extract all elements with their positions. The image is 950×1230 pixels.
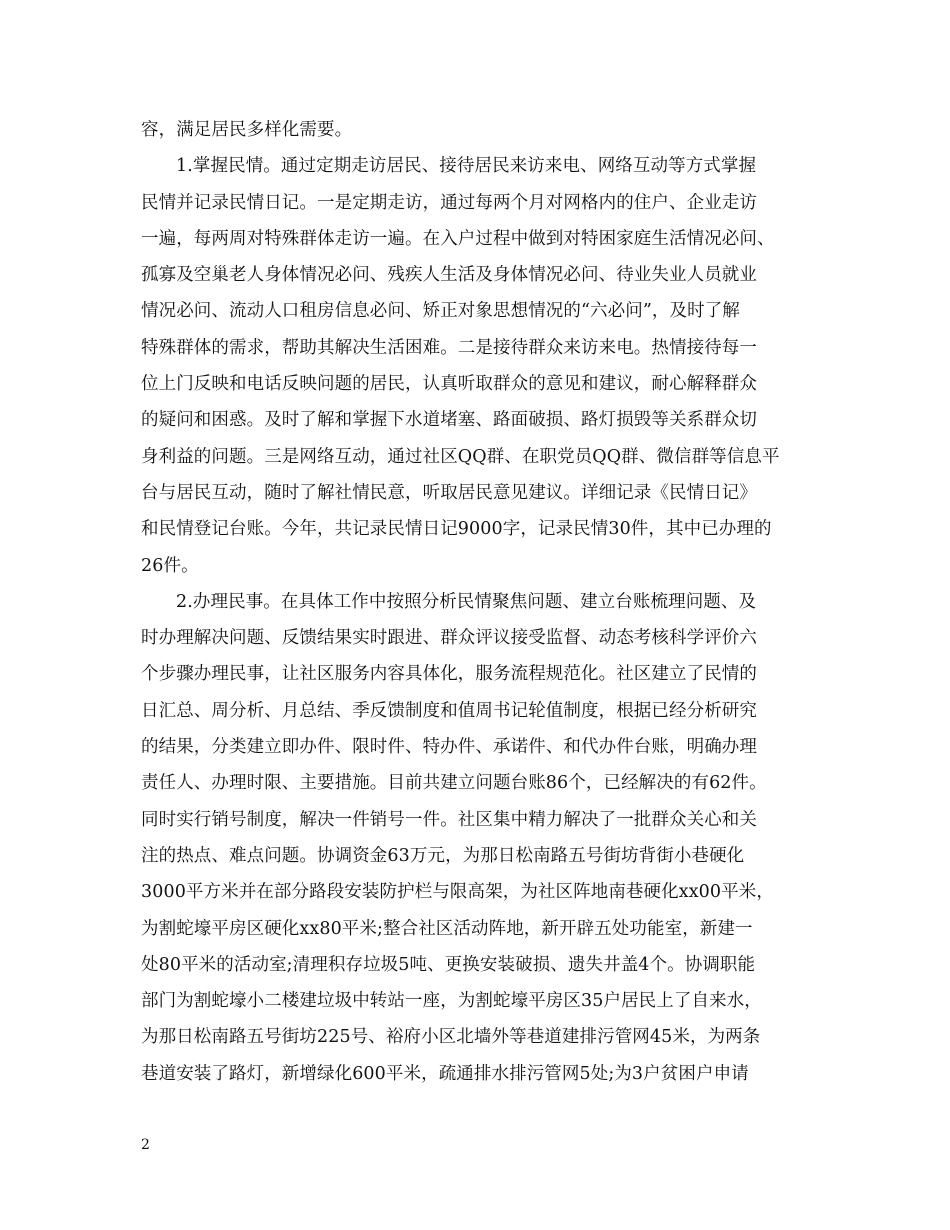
text-line: 26件。 [141, 555, 199, 576]
text-line: 同时实行销号制度，解决一件销号一件。社区集中精力解决了一批群众关心和关 [141, 809, 757, 830]
text-line: 1.掌握民情。通过定期走访居民、接待居民来访来电、网络互动等方式掌握 [176, 156, 757, 177]
text-line: 台与居民互动，随时了解社情民意，听取居民意见建议。详细记录《民情日记》 [141, 482, 757, 503]
text-line: 2.办理民事。在具体工作中按照分析民情聚焦问题、建立台账梳理问题、及 [176, 591, 757, 612]
text-line: 容，满足居民多样化需要。 [141, 120, 353, 140]
text-line: 处80平米的活动室;清理积存垃圾5吨、更换安装破损、遗失井盖4个。协调职能 [141, 954, 756, 975]
text-line: 位上门反映和电话反映问题的居民，认真听取群众的意见和建议，耐心解释群众 [141, 374, 757, 395]
text-line: 身利益的问题。三是网络互动，通过社区QQ群、在职党员QQ群、微信群等信息平 [141, 446, 780, 467]
text-line: 部门为割蛇壕小二楼建垃圾中转站一座，为割蛇壕平房区35户居民上了自来水， [141, 991, 762, 1012]
text-line: 日汇总、周分析、月总结、季反馈制度和值周书记轮值制度，根据已经分析研究 [141, 700, 757, 721]
text-line: 注的热点、难点问题。协调资金63万元，为那日松南路五号街坊背街小巷硬化 [141, 845, 745, 866]
text-line: 时办理解决问题、反馈结果实时跟进、群众评议接受监督、动态考核科学评价六 [141, 628, 757, 649]
text-line: 为割蛇壕平房区硬化xx80平米;整合社区活动阵地，新开辟五处功能室，新建一 [141, 918, 753, 939]
text-line: 和民情登记台账。今年，共记录民情日记9000字，记录民情30件，其中已办理的 [141, 519, 772, 540]
text-line: 民情并记录民情日记。一是定期走访，通过每两个月对网格内的住户、企业走访 [141, 192, 757, 213]
text-line: 3000平方米并在部分路段安装防护栏与限高架，为社区阵地南巷硬化xx00平米， [141, 882, 774, 903]
text-line: 孤寡及空巢老人身体情况必问、残疾人生活及身体情况必问、待业失业人员就业 [141, 265, 757, 286]
text-line: 巷道安装了路灯，新增绿化600平米，疏通排水排污管网5处;为3户贫困户申请 [141, 1063, 749, 1084]
text-line: 个步骤办理民事，让社区服务内容具体化，服务流程规范化。社区建立了民情的 [141, 664, 757, 685]
text-line: 一遍，每两周对特殊群体走访一遍。在入户过程中做到对特困家庭生活情况必问、 [141, 228, 775, 249]
text-line: 责任人、办理时限、主要措施。目前共建立问题台账86个，已经解决的有62件。 [141, 773, 767, 794]
text-line: 特殊群体的需求，帮助其解决生活困难。二是接待群众来访来电。热情接待每一 [141, 337, 757, 358]
body-text [141, 112, 813, 1092]
text-line: 的疑问和困惑。及时了解和掌握下水道堵塞、路面破损、路灯损毁等关系群众切 [141, 410, 757, 431]
text-line: 为那日松南路五号街坊225号、裕府小区北墙外等巷道建排污管网45米，为两条 [141, 1027, 761, 1048]
text-line: 情况必问、流动人口租房信息必问、矫正对象思想情况的“六必问”，及时了解 [141, 301, 740, 322]
text-line: 的结果，分类建立即办件、限时件、特办件、承诺件、和代办件台账，明确办理 [141, 737, 757, 758]
page-number: 2 [141, 1137, 150, 1153]
